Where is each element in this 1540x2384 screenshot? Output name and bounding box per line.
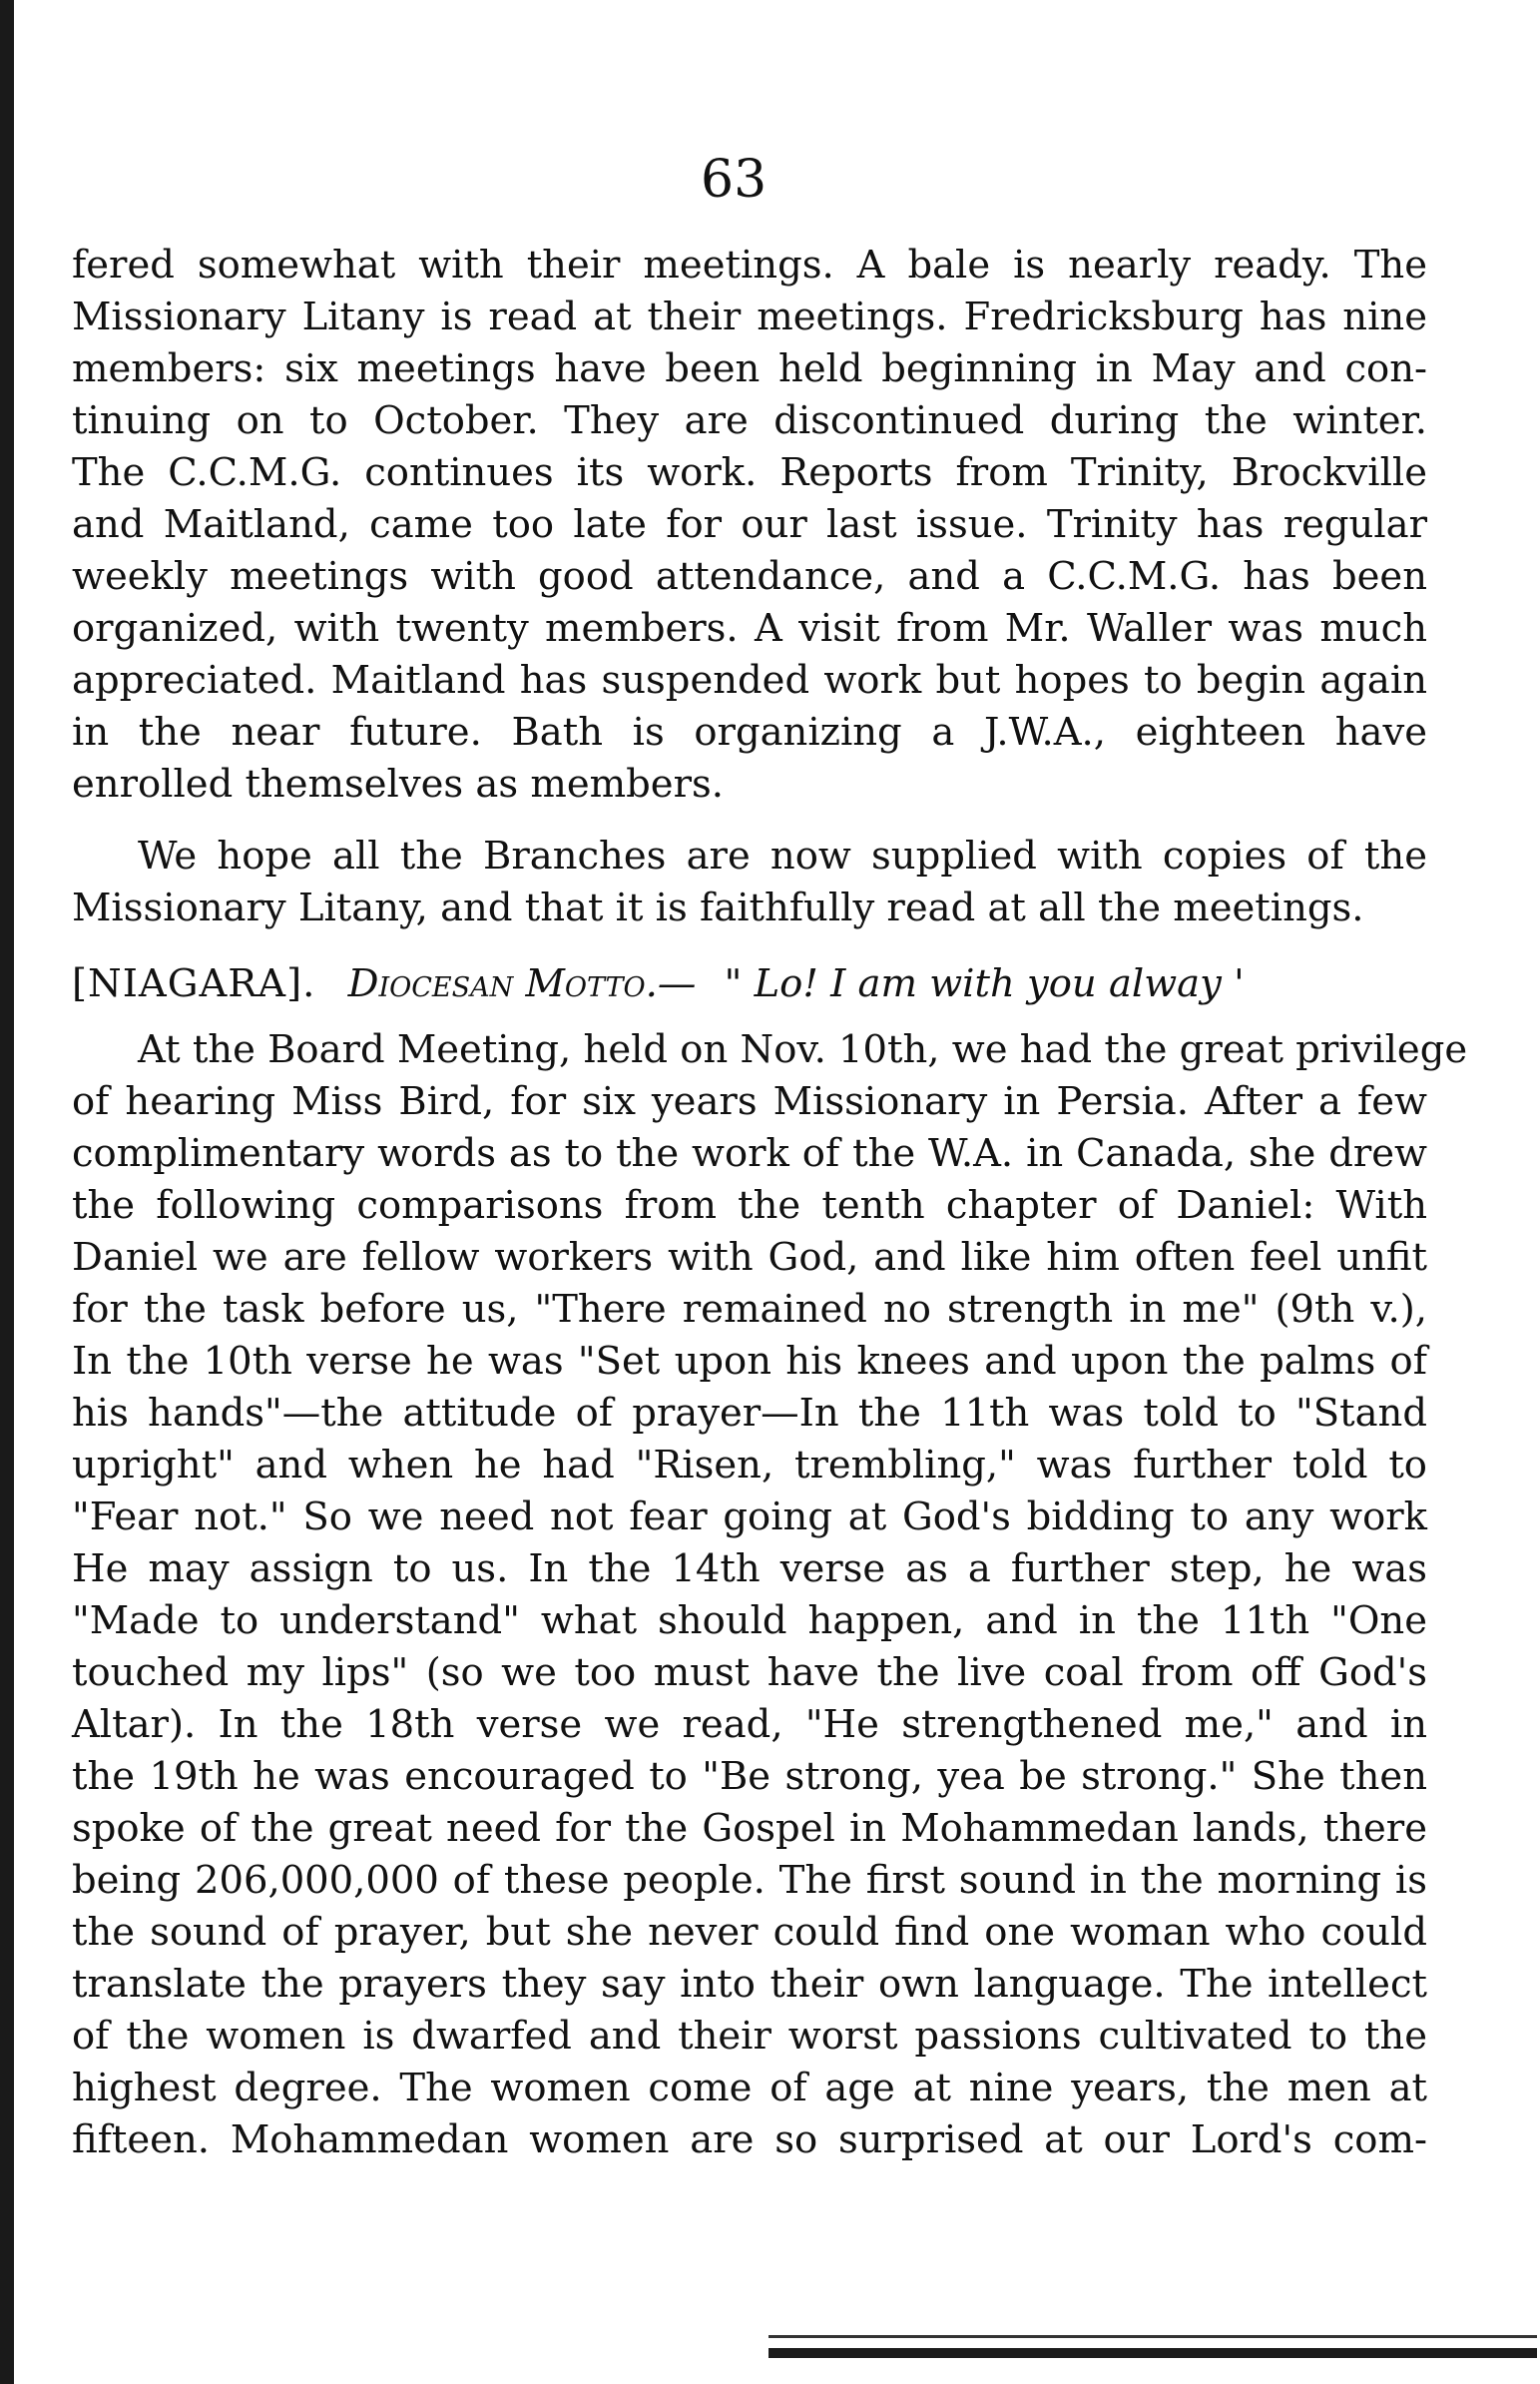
text-line: the sound of prayer, but she never could find one woman who could xyxy=(72,1910,1427,1955)
text-line: in the near future. Bath is organizing a J.W.A., eighteen have xyxy=(72,710,1427,755)
footer-rule-thin xyxy=(769,2335,1537,2338)
binding-edge xyxy=(0,0,14,2384)
footer-rule xyxy=(769,2348,1537,2358)
section-heading-niagara xyxy=(72,958,1427,1010)
text-line: enrolled themselves as members. xyxy=(72,762,724,807)
text-line: Daniel we are fellow workers with God, and like him often feel unfit xyxy=(72,1235,1427,1280)
text-line: for the task before us, "There remained no strength in me" (9th v.), xyxy=(72,1287,1427,1332)
page-number: 63 xyxy=(701,150,768,210)
text-line: fifteen. Mohammedan women are so surprised at our Lord's com- xyxy=(72,2117,1427,2162)
text-line: Altar). In the 18th verse we read, "He strengthened me," and in xyxy=(72,1702,1427,1747)
text-line: fered somewhat with their meetings. A bale is nearly ready. The xyxy=(72,243,1427,288)
paragraph-board-meeting xyxy=(72,1024,1468,2166)
paragraph-gap xyxy=(72,811,1427,831)
text-line: He may assign to us. In the 14th verse as a further step, he was xyxy=(72,1546,1427,1591)
text-line: "Fear not." So we need not fear going at God's bidding to any work xyxy=(72,1494,1427,1539)
text-line: In the 10th verse he was "Set upon his knees and upon the palms of xyxy=(72,1339,1427,1384)
text-line: Missionary Litany, and that it is faithfully read at all the meetings. xyxy=(72,886,1364,930)
text-line: At the Board Meeting, held on Nov. 10th, we had the great privilege xyxy=(138,1027,1468,1072)
text-line: tinuing on to October. They are discontinued during the winter. xyxy=(72,398,1427,443)
text-line: of hearing Miss Bird, for six years Missionary in Persia. After a few xyxy=(72,1079,1427,1124)
motto-label: Diocesan Motto.— xyxy=(347,961,697,1006)
text-line: "Made to understand" what should happen, and in the 11th "One xyxy=(72,1598,1427,1643)
text-line: and Maitland, came too late for our last issue. Trinity has regular xyxy=(72,502,1427,547)
paragraph-gap xyxy=(72,934,1427,954)
text-line: weekly meetings with good attendance, and a C.C.M.G. has been xyxy=(72,554,1427,599)
diocese-tag: [NIAGARA]. xyxy=(72,961,316,1006)
text-line: the following comparisons from the tenth chapter of Daniel: With xyxy=(72,1183,1427,1228)
text-line: complimentary words as to the work of the W.A. in Canada, she drew xyxy=(72,1131,1427,1176)
text-line: the 19th he was encouraged to "Be strong, yea be strong." She then xyxy=(72,1754,1427,1799)
text-line: members: six meetings have been held beginning in May and con- xyxy=(72,346,1427,391)
text-line: Missionary Litany is read at their meetings. Fredricksburg has nine xyxy=(72,295,1427,339)
text-line: organized, with twenty members. A visit from Mr. Waller was much xyxy=(72,606,1427,651)
text-line: being 206,000,000 of these people. The first sound in the morning is xyxy=(72,1858,1427,1903)
text-line: The C.C.M.G. continues its work. Reports from Trinity, Brockville xyxy=(72,450,1427,495)
motto-text: " Lo! I am with you alway ' xyxy=(724,961,1245,1006)
text-line: of the women is dwarfed and their worst passions cultivated to the xyxy=(72,2014,1427,2059)
text-line: We hope all the Branches are now supplied with copies of the xyxy=(138,834,1427,879)
text-column xyxy=(72,240,1468,2166)
text-line: his hands"—the attitude of prayer—In the 11th was told to "Stand xyxy=(72,1391,1427,1436)
text-line: upright" and when he had "Risen, trembling," was further told to xyxy=(72,1443,1427,1488)
text-line: appreciated. Maitland has suspended work but hopes to begin again xyxy=(72,658,1427,703)
text-line: touched my lips" (so we too must have the live coal from off God's xyxy=(72,1650,1427,1695)
text-line: translate the prayers they say into their own language. The intellect xyxy=(72,1962,1427,2007)
paragraph-diocese-report xyxy=(72,240,1427,811)
paragraph-litany-note xyxy=(72,831,1427,934)
text-line: highest degree. The women come of age at nine years, the men at xyxy=(72,2066,1427,2110)
text-line: spoke of the great need for the Gospel in Mohammedan lands, there xyxy=(72,1806,1427,1851)
